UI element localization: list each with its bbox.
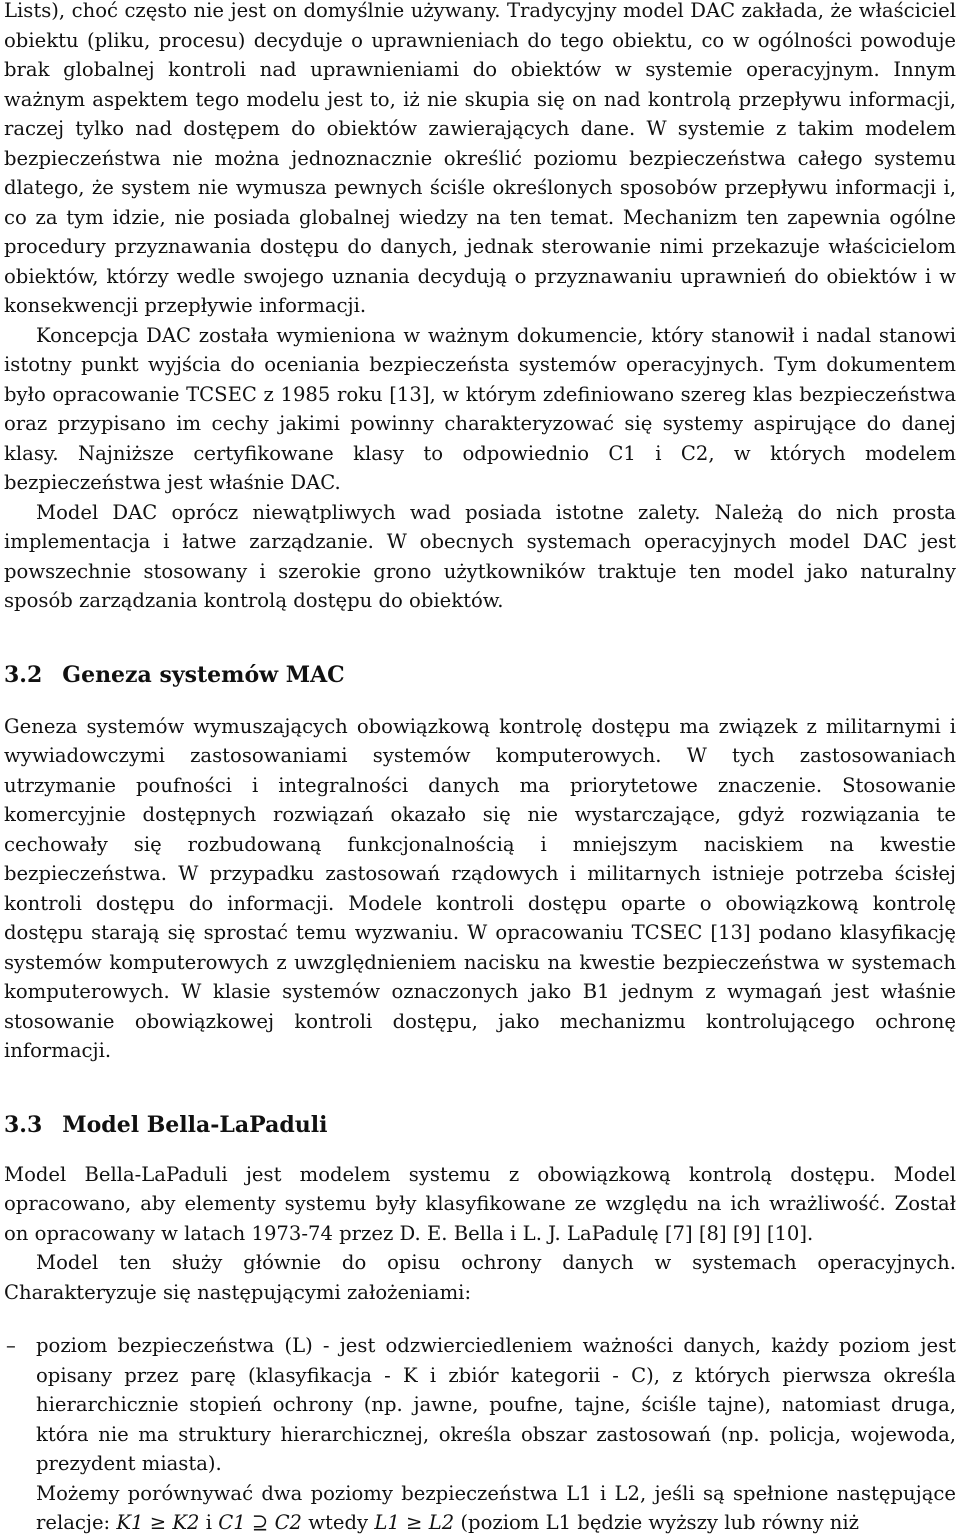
math-l2: L2 (428, 1511, 455, 1534)
dash-bullet: – (6, 1334, 16, 1357)
paragraph-dac-tcsec: Koncepcja DAC została wymieniona w ważnym dokumencie, który stanowił i nadal stanowi istotny punkt wyjścia do oceniania bezpieczeństa systemów operacyjnych. Tym dokumentem było opracowanie TCSEC z 1985 roku [13], w którym zdefiniowano szereg klas bezpieczeństwa oraz przypisano im cechy jakimi powinny charakteryzować się systemy aspirujące do danej klasy. Najniższe certyfikowane klasy to odpowiednio C1 i C2, w których modelem bezpieczeństwa jest właśnie DAC. (4, 323, 956, 494)
math-k2: K2 (172, 1511, 200, 1534)
math-c1: C1 (218, 1511, 246, 1534)
paragraph-blp-assumptions: Model ten służy głównie do opisu ochrony danych w systemach operacyjnych. Charakteryzuje się następującymi założeniami: (4, 1251, 956, 1304)
paragraph-blp-intro: Model Bella-LaPaduli jest modelem systemu z obowiązkową kontrolą dostępu. Model opracowano, aby elementy systemu były klasyfikowane ze względu na ich wrażliwość. Został on opracowany w latach 1973-74 przez D. E. Bella i L. J. LaPadulę [7] [8] [9] [10]. (4, 1162, 956, 1245)
paragraph-dac-description: Lists), choć często nie jest on domyślnie używany. Tradycyjny model DAC zakłada, że właściciel obiektu (pliku, procesu) decyduje o uprawnieniach do tego obiektu, co w ogólności powoduje brak globalnej kontroli nad uprawnieniami do obiektów w systemie operacyjnym. Innym ważnym aspektem tego modelu jest to, iż nie skupia się on nad kontrolą przepływu informacji, raczej tylko nad dostępem do obiektów zawierających dane. W systemie z takim modelem bezpieczeństwa nie można jednoznacznie określić poziomu bezpieczeństwa całego systemu dlatego, że system nie wymusza pewnych ściśle określonych sposobów przepływu informacji i, co za tym idzie, nie posiada globalnej wiedzy na ten temat. Mechanizm ten zapewnia ogólne procedury przyznawania dostępu do danych, jednak sterowanie nimi przekazuje właścicielom obiektów, którzy wedle swojego uznania decydują o przyznawaniu uprawnień do obiektów i w konsekwencji przepływie informacji. (4, 0, 956, 317)
section-title: Model Bella-LaPaduli (62, 1111, 328, 1138)
assumption-list (4, 1331, 956, 1479)
math-k1: K1 (116, 1511, 144, 1534)
section-number: 3.3 (4, 1111, 43, 1138)
paragraph-mac-genesis: Geneza systemów wymuszających obowiązkową kontrolę dostępu ma związek z militarnymi i wywiadowczymi zastosowaniami systemów komputerowych. W tych zastosowaniach utrzymanie poufności i integralności danych ma priorytetowe znaczenie. Stosowanie komercyjnie dostępnych rozwiązań okazało się nie wystarczające, gdyż rozwiązania te cechowały się rozbudowaną funkcjonalnością i mniejszym naciskiem na kwestie bezpieczeństwa. W przypadku zastosowań rządowych i militarnych istnieje potrzeba ścisłej kontroli dostępu do informacji. Modele kontroli dostępu oparte o obowiązkową kontrolę dostępu starają się sprostać temu wyzwaniu. W opracowaniu TCSEC [13] podano klasyfikację systemów komputerowych z uwzględnieniem nacisku na kwestie bezpieczeństwa w systemach komputerowych. W klasie systemów oznaczonych jako B1 jednym z wymagań jest właśnie stosowanie obowiązkowej kontroli dostępu, jako mechanizmu kontrolującego ochronę informacji. (4, 714, 956, 1062)
section-heading-3-3 (4, 1110, 956, 1140)
section-number: 3.2 (4, 661, 43, 688)
paragraph-dac-advantages: Model DAC oprócz niewątpliwych wad posiada istotne zalety. Należą do nich prosta implementacja i łatwe zarządzanie. W obecnych systemach operacyjnych model DAC jest powszechnie stosowany i szerokie grono użytkowników traktuje ten model jako naturalny sposób zarządzania kontrolą dostępu do obiektów. (4, 500, 956, 612)
math-c2: C2 (274, 1511, 303, 1534)
list-item-continuation: Możemy porównywać dwa poziomy bezpieczeństwa L1 i L2, jeśli są spełnione następujące relacje: K1 ≥ K2 i C1 ⊇ C2 wtedy L1 ≥ L2 (poziom L1 będzie wyższy lub równy niż (36, 1481, 956, 1534)
list-item (4, 1331, 956, 1479)
math-l1: L1 (374, 1511, 400, 1534)
section-title: Geneza systemów MAC (62, 661, 345, 688)
list-item-text: poziom bezpieczeństwa (L) - jest odzwierciedleniem ważności danych, każdy poziom jest opisany przez parę (klasyfikacja - K i zbiór kategorii - C), z których pierwsza określa hierarchicznie stopień ochrony (np. jawne, poufne, tajne, ściśle tajne), natomiast druga, która nie ma struktury hierarchicznej, określa obszar zastosowań (np. policja, wojewoda, prezydent miasta). (36, 1334, 956, 1475)
section-heading-3-2 (4, 660, 956, 690)
